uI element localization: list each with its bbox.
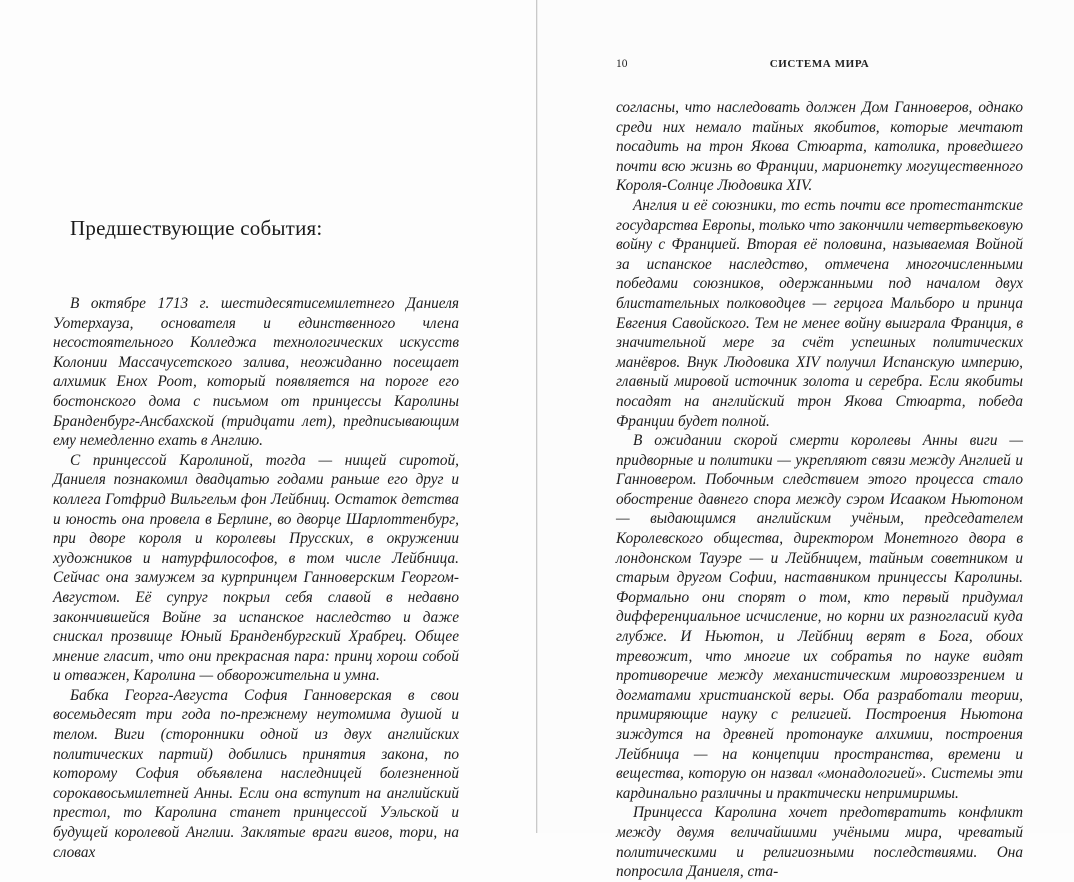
running-head-title: СИСТЕМА МИРА [769,58,870,70]
left-page [0,0,536,861]
paragraph: В октябре 1713 г. шестидесятисемилетнего Даниеля Уотерхауза, основателя и единственного члена несостоятельного Колледжа технологических искусств Колонии Массачусетского залива, неожиданно посещает алхимик Енох Роот, который появляется на пороге его бостонского дома с письмом от принцессы Каролины Бранденбург-Ансбахской (тридцати лет), предписывающим ему немедленно ехать в Англию. [53,295,459,450]
continued-paragraph: согласны, что наследовать должен Дом Ганноверов, однако среди них немало тайных якобитов, которые мечтают посадить на трон Якова Стюарта, католика, проведшего почти всю жизнь во Франции, марионетку могущественного Короля-Солнце Людовика XIV. [616,99,1023,195]
paragraph: Принцесса Каролина хочет предотвратить конфликт между двумя величайшими учёными мира, чреватый политическими и религиозными последствиями. Она попросила Даниеля, ста- [616,804,1023,881]
paragraph: Англия и её союзники, то есть почти все протестантские государства Европы, только что закончили четвертьвековую войну с Францией. Вторая её половина, называемая Войной за испанское наследство, отмечена многочисленными победами союзников, одержанными под началом двух блистательных полководцев — герцога Мальборо и принца Евгения Савойского. Тем не менее войну выиграла Франция, в значительной мере за счёт успешных политических манёвров. Внук Людовика XIV получил Испанскую империю, главный мировой источник золота и серебра. Если якобиты посадят на английский трон Якова Стюарта, победа Франции будет полной. [616,196,1023,430]
paragraph: С принцессой Каролиной, тогда — нищей сиротой, Даниеля познакомил двадцатью годами раньше его друг и коллега Готфрид Вильгельм фон Лейбниц. Остаток детства и юность она провела в Берлине, во дворце Шарлоттенбург, при дворе короля и королевы Прусских, в окружении художников и натурфилософов, в том числе Лейбница. Сейчас она замужем за курпринцем Ганноверским Георгом-Августом. Её супруг покрыл себя славой в недавно закончившейся Войне за испанское наследство и даже снискал прозвище Юный Бранденбургский Храбрец. Общее мнение гласит, что они прекрасная пара: принц хорош собой и отважен, Каролина — обворожительна и умна. [53,451,459,685]
paragraph: Бабка Георга-Августа София Ганноверская в свои восемьдесят три года по-прежнему неутомима душой и телом. Виги (сторонники одной из двух английских политических партий) добились принятия закона, по которому София объявлена наследницей болезненной сорокавосьмилетней Анны. Если она вступит на английский престол, то Каролина станет принцессой Уэльской и будущей королевой Англии. Заклятые враги вигов, тори, на словах [53,686,459,861]
paragraph: В ожидании скорой смерти королевы Анны виги — придворные и политики — укрепляют связи между Англией и Ганновером. Побочным следствием этого процесса стало обострение давнего спора между сэром Исааком Ньютоном — выдающимся английским учёным, председателем Королевского общества, директором Монетного двора в лондонском Тауэре — и Лейбницем, тайным советником и старым другом Софии, наставником принцессы Каролины. Формально они спорят о том, кто первый придумал дифференциальное исчисление, но корни их разногласий куда глубже. И Ньютон, и Лейбниц верят в Бога, обоих тревожит, что многие их собратья по науке видят противоречие между механистическим мировоззрением и догматами христианской веры. Оба разработали теории, примиряющие науку с религией. Построения Ньютона зиждутся на древней протонауке алхимии, построения Лейбница — на концепции пространства, времени и вещества, которую он назвал «монадологией». Системы эти кардинально различны и практически непримиримы. [616,432,1023,802]
right-page-body [616,98,1023,882]
left-page-body [53,294,459,862]
section-title: Предшествующие события: [70,216,323,240]
page-number: 10 [616,58,628,70]
